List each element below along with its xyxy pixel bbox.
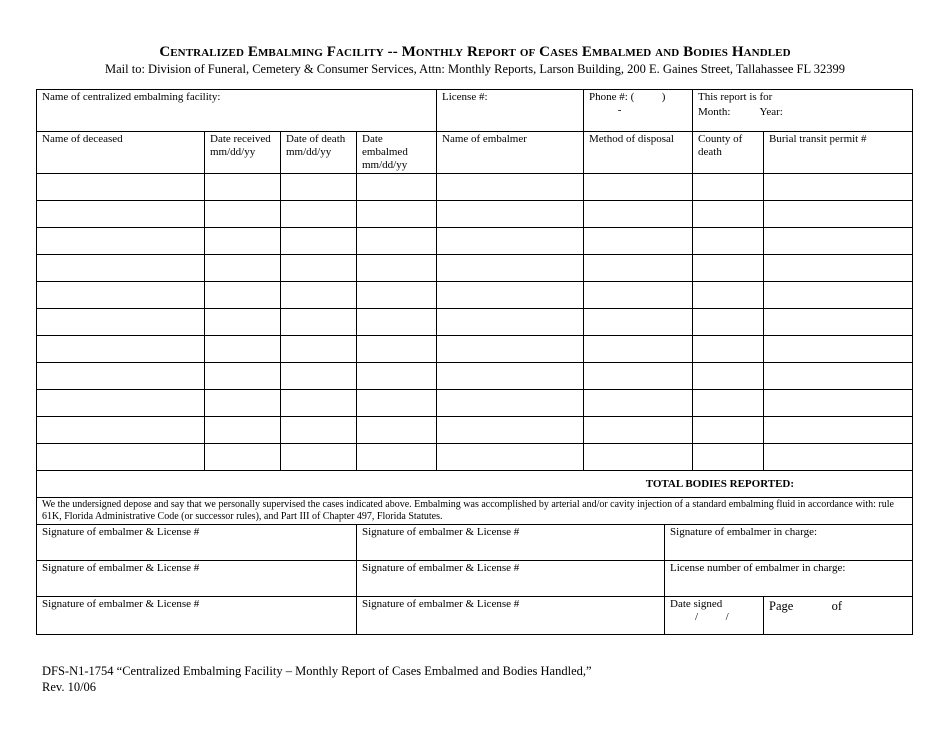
month-field[interactable]: Month:: [698, 106, 731, 118]
table-cell[interactable]: [205, 336, 281, 363]
phone-field[interactable]: [584, 90, 693, 132]
table-cell[interactable]: [205, 417, 281, 444]
col-header-burial-transit-permit: Burial transit permit #: [764, 132, 913, 174]
table-cell[interactable]: [205, 390, 281, 417]
table-cell[interactable]: [205, 363, 281, 390]
table-cell[interactable]: [584, 390, 693, 417]
table-cell[interactable]: [584, 282, 693, 309]
table-cell[interactable]: [357, 255, 437, 282]
table-row: [37, 309, 913, 336]
table-cell[interactable]: [693, 390, 764, 417]
table-row: [37, 336, 913, 363]
affirmation-row: [37, 498, 913, 525]
table-cell[interactable]: [281, 255, 357, 282]
table-cell[interactable]: [357, 336, 437, 363]
table-cell[interactable]: [584, 309, 693, 336]
table-cell[interactable]: [764, 444, 913, 471]
embalmer-signature-field[interactable]: Signature of embalmer & License #: [37, 597, 357, 635]
embalmer-signature-field[interactable]: Signature of embalmer & License #: [357, 597, 665, 635]
report-for-label: This report is for: [698, 91, 773, 103]
table-cell[interactable]: [37, 201, 205, 228]
report-table: [36, 89, 913, 635]
table-cell[interactable]: [693, 201, 764, 228]
signature-row-3: [37, 597, 913, 635]
phone-paren: ): [661, 91, 666, 103]
table-row: [37, 201, 913, 228]
affirmation-text: We the undersigned depose and say that we personally supervised the cases indicated above. Embalming was accomplished by arterial and/or cavity injection of a standard embalming fluid in accordance with: rule 61K, Florida Administrative Code (or successor rules), and Part III of Chapter 497, Florida Statutes.: [37, 498, 913, 525]
page-label: Page: [769, 599, 794, 613]
facility-name-field[interactable]: [37, 90, 437, 132]
col-header-name-of-deceased: Name of deceased: [37, 132, 205, 174]
table-cell[interactable]: [693, 228, 764, 255]
table-row: [37, 444, 913, 471]
table-cell[interactable]: [281, 363, 357, 390]
table-cell[interactable]: [693, 282, 764, 309]
table-cell[interactable]: [357, 417, 437, 444]
embalmer-in-charge-signature-field[interactable]: Signature of embalmer in charge:: [665, 525, 913, 561]
embalmer-signature-field[interactable]: Signature of embalmer & License #: [37, 525, 357, 561]
date-signed-field[interactable]: [665, 597, 764, 635]
table-cell[interactable]: [437, 255, 584, 282]
table-cell[interactable]: [205, 444, 281, 471]
table-cell[interactable]: [281, 390, 357, 417]
table-cell[interactable]: [37, 228, 205, 255]
col-header-method-of-disposal: Method of disposal: [584, 132, 693, 174]
table-cell[interactable]: [693, 174, 764, 201]
table-cell[interactable]: [764, 417, 913, 444]
table-row: [37, 417, 913, 444]
col-header-date-received: Date received mm/dd/yy: [205, 132, 281, 174]
table-cell[interactable]: [281, 336, 357, 363]
date-slashes: / /: [695, 611, 729, 623]
table-cell[interactable]: [764, 174, 913, 201]
table-cell[interactable]: [37, 336, 205, 363]
table-cell[interactable]: [437, 417, 584, 444]
table-cell[interactable]: [584, 336, 693, 363]
table-row: [37, 228, 913, 255]
table-cell[interactable]: [437, 390, 584, 417]
table-cell[interactable]: [584, 174, 693, 201]
table-cell[interactable]: [693, 363, 764, 390]
page-number-field[interactable]: [764, 597, 913, 635]
table-cell[interactable]: [357, 309, 437, 336]
table-cell[interactable]: [693, 444, 764, 471]
table-cell[interactable]: [357, 201, 437, 228]
table-cell[interactable]: [281, 417, 357, 444]
table-cell[interactable]: [281, 282, 357, 309]
total-bodies-reported[interactable]: TOTAL BODIES REPORTED:: [37, 471, 913, 498]
col-header-county-of-death: County of death: [693, 132, 764, 174]
table-row: [37, 390, 913, 417]
table-cell[interactable]: [437, 363, 584, 390]
col-header-name-of-embalmer: Name of embalmer: [437, 132, 584, 174]
table-cell[interactable]: [764, 309, 913, 336]
table-cell[interactable]: [764, 282, 913, 309]
table-cell[interactable]: [437, 336, 584, 363]
table-cell[interactable]: [437, 282, 584, 309]
total-row: [37, 471, 913, 498]
table-cell[interactable]: [764, 336, 913, 363]
table-cell[interactable]: [693, 255, 764, 282]
table-cell[interactable]: [281, 174, 357, 201]
table-cell[interactable]: [764, 363, 913, 390]
table-cell[interactable]: [281, 201, 357, 228]
table-cell[interactable]: [693, 336, 764, 363]
table-cell[interactable]: [437, 228, 584, 255]
table-cell[interactable]: [37, 363, 205, 390]
table-cell[interactable]: [37, 417, 205, 444]
table-cell[interactable]: [437, 309, 584, 336]
table-cell[interactable]: [37, 255, 205, 282]
table-cell[interactable]: [584, 417, 693, 444]
embalmer-signature-field[interactable]: Signature of embalmer & License #: [357, 525, 665, 561]
table-cell[interactable]: [37, 174, 205, 201]
table-cell[interactable]: [357, 282, 437, 309]
phone-dash: -: [617, 104, 622, 116]
embalmer-signature-field[interactable]: Signature of embalmer & License #: [357, 561, 665, 597]
of-label: of: [831, 599, 843, 613]
date-signed-label: Date signed: [670, 598, 723, 610]
license-in-charge-field[interactable]: License number of embalmer in charge:: [665, 561, 913, 597]
license-label: License #:: [442, 91, 488, 103]
table-cell[interactable]: [357, 228, 437, 255]
facility-info-row: [37, 90, 913, 132]
col-header-date-embalmed: Date embalmed mm/dd/yy: [357, 132, 437, 174]
table-cell[interactable]: [693, 417, 764, 444]
table-row: [37, 363, 913, 390]
embalmer-signature-field[interactable]: Signature of embalmer & License #: [37, 561, 357, 597]
table-cell[interactable]: [281, 309, 357, 336]
table-cell[interactable]: [584, 228, 693, 255]
form-title: Centralized Embalming Facility -- Monthly Report of Cases Embalmed and Bodies Handled: [159, 44, 791, 60]
table-cell[interactable]: [437, 174, 584, 201]
table-cell[interactable]: [584, 255, 693, 282]
table-cell[interactable]: [357, 363, 437, 390]
phone-label: Phone #: (: [589, 91, 635, 103]
table-cell[interactable]: [584, 363, 693, 390]
table-cell[interactable]: [37, 309, 205, 336]
table-cell[interactable]: [205, 201, 281, 228]
form-revision: Rev. 10/06: [42, 680, 97, 694]
table-row: [37, 174, 913, 201]
table-cell[interactable]: [437, 201, 584, 228]
table-cell[interactable]: [357, 390, 437, 417]
table-cell[interactable]: [357, 444, 437, 471]
table-cell[interactable]: [584, 444, 693, 471]
signature-row-1: [37, 525, 913, 561]
table-cell[interactable]: [764, 228, 913, 255]
form-footer: [42, 663, 592, 695]
data-rows: [37, 174, 913, 471]
table-cell[interactable]: [693, 309, 764, 336]
table-cell[interactable]: [37, 444, 205, 471]
table-cell[interactable]: [205, 282, 281, 309]
table-cell[interactable]: [764, 201, 913, 228]
table-cell[interactable]: [584, 201, 693, 228]
table-row: [37, 282, 913, 309]
license-field[interactable]: [437, 90, 584, 132]
table-cell[interactable]: [764, 390, 913, 417]
facility-name-label: Name of centralized embalming facility:: [42, 91, 221, 103]
report-period-field: [693, 90, 913, 132]
mail-to-address: Mail to: Division of Funeral, Cemetery & Consumer Services, Attn: Monthly Reports, Larson Building, 200 E. Gaines Street, Tallahassee FL 32399: [104, 62, 845, 76]
table-cell[interactable]: [281, 228, 357, 255]
table-cell[interactable]: [281, 444, 357, 471]
signature-row-2: [37, 561, 913, 597]
form-id: DFS-N1-1754 “Centralized Embalming Facility – Monthly Report of Cases Embalmed and Bodies Handled,”: [42, 664, 592, 678]
table-cell[interactable]: [205, 174, 281, 201]
table-row: [37, 255, 913, 282]
table-cell[interactable]: [764, 255, 913, 282]
column-header-row: [37, 132, 913, 174]
table-cell[interactable]: [205, 309, 281, 336]
table-cell[interactable]: [437, 444, 584, 471]
year-field[interactable]: Year:: [759, 106, 783, 118]
table-cell[interactable]: [205, 228, 281, 255]
table-cell[interactable]: [37, 390, 205, 417]
table-cell[interactable]: [37, 282, 205, 309]
table-cell[interactable]: [357, 174, 437, 201]
col-header-date-of-death: Date of death mm/dd/yy: [281, 132, 357, 174]
table-cell[interactable]: [205, 255, 281, 282]
